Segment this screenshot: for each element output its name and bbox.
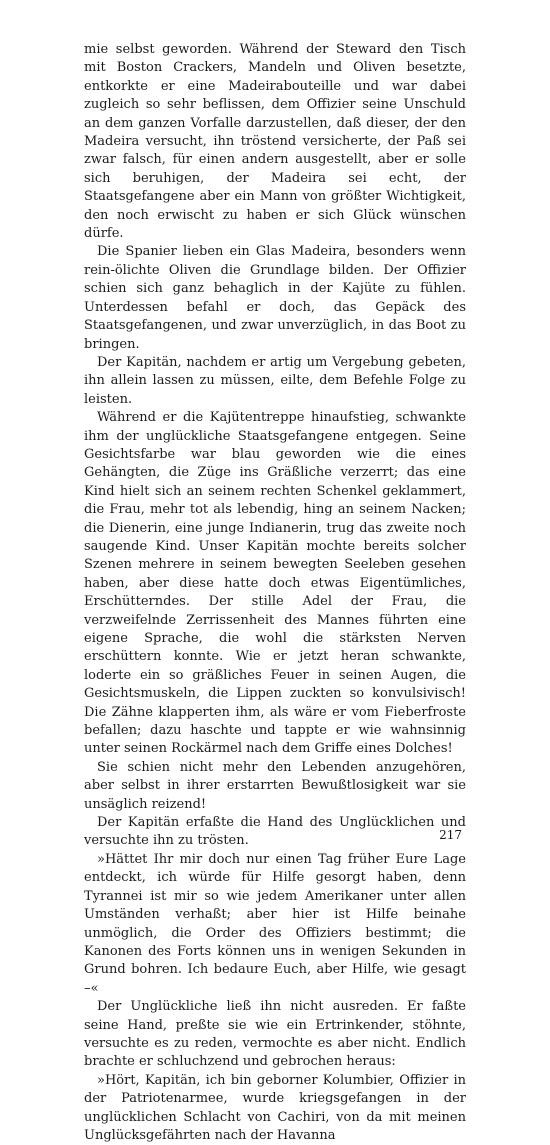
paragraph: »Hört, Kapitän, ich bin geborner Kolumbier, Offizier in der Patriotenarmee, wurde kriegsgefangen in der unglücklichen Schlacht von Cachiri, von da mit meinen Unglücksgefährten nach der Havanna	[84, 1072, 466, 1143]
paragraph: Der Kapitän erfaßte die Hand des Unglücklichen und versuchte ihn zu trösten.	[84, 815, 466, 849]
paragraph-continuation: mie selbst geworden. Während der Steward den Tisch mit Boston Crackers, Mandeln und Oliven besetzte, entkorkte er eine Madeirabouteille und war dabei zugleich so sehr beflissen, dem Offizier seine Unschuld an dem ganzen Vorfalle darzustellen, daß dieser, der den Madeira versucht, ihn tröstend versicherte, der Paß sei zwar falsch, für einen andern ausgestellt, aber er solle sich beruhigen, der Madeira sei echt, der Staatsgefangene aber ein Mann von größter Wichtigkeit, den noch erwischt zu haben er sich Glück wünschen dürfe.	[84, 42, 466, 242]
page-number: 217	[439, 828, 462, 842]
paragraph: Der Unglückliche ließ ihn nicht ausreden. Er faßte seine Hand, preßte sie wie ein Ertrinkender, stöhnte, versuchte es zu reden, vermochte es aber nicht. Endlich brachte er schluchzend und gebrochen heraus:	[84, 999, 466, 1070]
paragraph: Sie schien nicht mehr den Lebenden anzugehören, aber selbst in ihrer erstarrten Bewußtlosigkeit war sie unsäglich reizend!	[84, 759, 466, 812]
paragraph: »Hättet Ihr mir doch nur einen Tag früher Eure Lage entdeckt, ich würde für Hilfe gesorgt haben, denn Tyrannei ist mir so wie jedem Amerikaner unter allen Umständen verhaßt; aber hier ist Hilfe beinahe unmöglich, die Order des Offiziers bestimmt; die Kanonen des Forts können uns in wenigen Sekunden in Grund bohren. Ich bedaure Euch, aber Hilfe, wie gesagt –«	[84, 851, 466, 996]
paragraph: Während er die Kajütentreppe hinaufstieg, schwankte ihm der unglückliche Staatsgefangene entgegen. Seine Gesichtsfarbe war blau geworden wie die eines Gehängten, die Züge ins Gräßliche verzerrt; das eine Kind hielt sich an seinem rechten Schenkel geklammert, die Frau, mehr tot als lebendig, hing an seinem Nacken; die Dienerin, eine junge Indianerin, trug das zweite noch saugende Kind. Unser Kapitän mochte bereits solcher Szenen mehrere in seinem bewegten Seeleben gesehen haben, aber diese hatte doch etwas Eigentümliches, Erschütterndes. Der stille Adel der Frau, die verzweifelnde Zerrissenheit des Mannes führten eine eigene Sprache, die wohl die stärksten Nerven erschüttern konnte. Wie er jetzt heran schwankte, loderte ein so gräßliches Feuer in seinen Augen, die Gesichtsmuskeln, die Lippen zuckten so konvulsivisch! Die Zähne klapperten ihm, als wäre er vom Fieberfroste befallen; dazu haschte und tappte er wie wahnsinnig unter seinen Rockärmel nach dem Griffe eines Dolches!	[84, 410, 466, 757]
body-text	[84, 41, 466, 1145]
paragraph: Der Kapitän, nachdem er artig um Vergebung gebeten, ihn allein lassen zu müssen, eilte, dem Befehle Folge zu leisten.	[84, 354, 466, 407]
paragraph: Die Spanier lieben ein Glas Madeira, besonders wenn rein-ölichte Oliven die Grundlage bilden. Der Offizier schien sich ganz behaglich in der Kajüte zu fühlen. Unterdessen befahl er doch, das Gepäck des Staatsgefangenen, und zwar unverzüglich, in das Boot zu bringen.	[84, 244, 466, 352]
